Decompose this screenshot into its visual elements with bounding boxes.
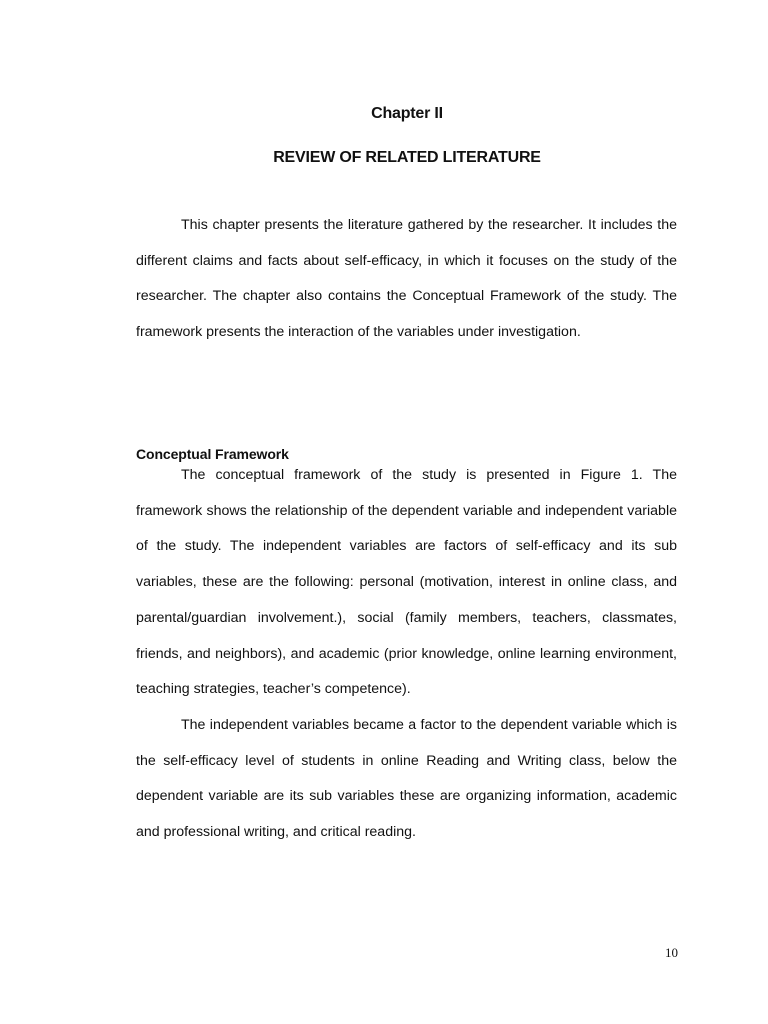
conceptual-framework-heading: Conceptual Framework <box>136 446 289 462</box>
framework-paragraph-one: The conceptual framework of the study is presented in Figure 1. The framework shows the relationship of the dependent variable and independent variable of the study. The independent variables are factors of self-efficacy and its sub variables, these are the following: personal (motivation, interest in online class, and parental/guardian involvement.), social (family members, teachers, classmates, friends, and neighbors), and academic (prior knowledge, online learning environment, teaching strategies, teacher’s competence). <box>136 467 677 698</box>
introduction-paragraph: This chapter presents the literature gathered by the researcher. It includes the different claims and facts about self-efficacy, in which it focuses on the study of the researcher. The chapter also contains the Conceptual Framework of the study. The framework presents the interaction of the variables under investigation. <box>136 217 677 341</box>
chapter-title: REVIEW OF RELATED LITERATURE <box>273 149 541 167</box>
conceptual-framework-section <box>136 458 677 851</box>
introduction-section <box>136 208 677 351</box>
framework-paragraph-two: The independent variables became a factor to the dependent variable which is the self-efficacy level of students in online Reading and Writing class, below the dependent variable are its sub variables these are organizing information, academic and professional writing, and critical reading. <box>136 716 677 841</box>
chapter-label: Chapter II <box>371 104 443 122</box>
page-number: 10 <box>665 945 678 960</box>
